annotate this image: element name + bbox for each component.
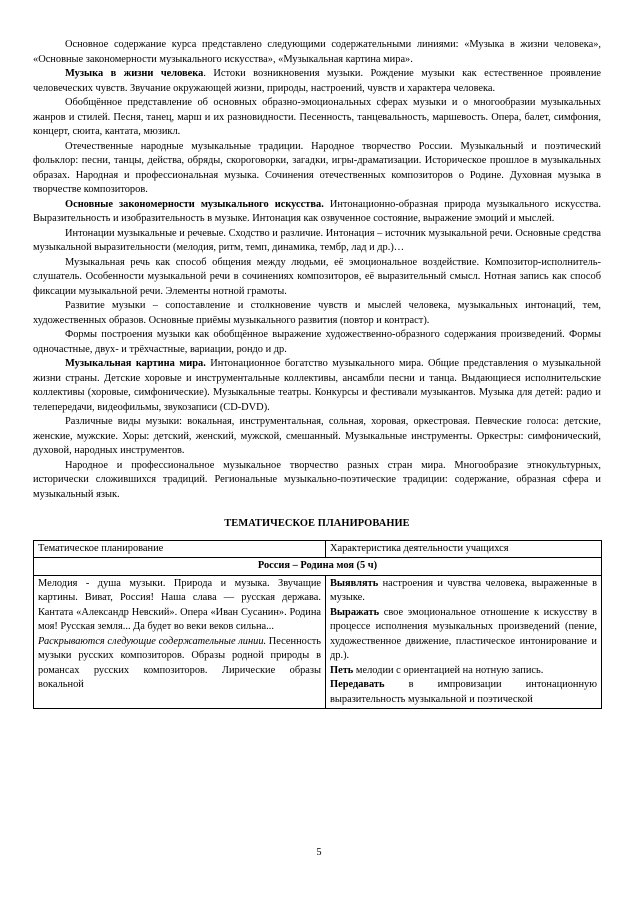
document-page [33,38,601,709]
paragraph-text: Народное и профессиональное музыкальное творчество разных стран мира. Многообразие этнокультурных, исторически сложившихся традиций. Региональные музыкально-поэтические традиции: содержание, образная сфера и музыкальный язык. [33,459,601,500]
paragraph-heading: Основные закономерности музыкального искусства. [65,198,324,210]
table-section-row [34,558,602,576]
section-title: ТЕМАТИЧЕСКОЕ ПЛАНИРОВАНИЕ [224,518,410,529]
activity-verb: Петь [330,664,354,676]
activity-text: в импровизации интонационную выразительность музыкальной и поэтической [330,679,597,705]
paragraph-laws-of-music [33,198,601,227]
table-header-right: Характеристика деятельности учащихся [326,540,602,558]
paragraph-text: Музыкальная речь как способ общения между людьми, её эмоциональное воздействие. Композитор-исполнитель-слушатель. Особенности музыкальной речи в сочинениях композиторов, её выразительный смысл. Нотная запись как способ фиксации музыкальной речи. Элементы нотной грамоты. [33,256,601,297]
paragraph-text: Интонационно-образная природа музыкального искусства. Выразительность и изобразительность в музыке. Интонация как озвученное состояние, выражение эмоций и мыслей. [33,198,602,224]
paragraph-text: Обобщённое представление об основных образно-эмоциональных сферах музыки и о многообразии музыкальных жанров и стилей. Песня, танец, марш и их разновидности. Песенность, танцевальность, маршевость. Опера, балет, симфония, концерт, сюита, кантата, мюзикл. [33,97,601,137]
paragraph-world-picture [33,357,601,415]
topics-italic: Раскрываются следующие содержательные линии. [38,635,267,647]
activity-text: мелодии с ориентацией на нотную запись. [353,664,544,676]
paragraph-music-in-life [33,67,601,96]
activity-verb: Выражать [330,606,380,618]
paragraph-text: Развитие музыки – сопоставление и столкновение чувств и мыслей человека, музыкальных интонаций, тем, художественных образов. Основные приёмы музыкального развития (повтор и контраст). [33,300,601,326]
topics-lines [38,635,321,693]
table-header-row [34,540,602,558]
paragraph-kinds-of-music [33,415,601,459]
paragraph-forms [33,328,601,357]
planning-table [33,540,602,710]
paragraph-heading: Музыкальная картина мира. [65,358,206,369]
paragraph-folk-traditions [33,140,601,198]
activity-text: свое эмоциональное отношение к искусству в процессе исполнения музыкальных произведений (пение, художественное движение, пластическое интонирование и др.). [330,606,597,661]
paragraph-text: Интонации музыкальные и речевые. Сходство и различие. Интонация – источник музыкальной речи. Основные средства музыкальной выразительности (мелодия, ритм, темп, динамика, тембр, лад и др.)… [33,227,601,253]
paragraph-text: Интонационное богатство музыкального мира. Общие представления о музыкальной жизни страны. Детские хоровые и инструментальные коллективы, ансамбли песни и танца. Выдающиеся исполнительские коллективы (хоровые, симфонические). Музыкальные театры. Конкурсы и фестивали музыкантов. Музыка для детей: радио и телепередачи, видеофильмы, звукозаписи (CD-DVD). [33,358,601,413]
topics-text-continued: Песенность музыки русских композиторов. Образы родной природы в романсах русских композиторов. Лирические образы вокальной [38,635,321,690]
paragraph-text: Отечественные народные музыкальные традиции. Народное творчество России. Музыкальный и поэтический фольклор: песни, танцы, действа, обряды, скороговорки, загадки, игры-драматизации. Историческое прошлое в музыкальных образах. Народная и профессиональная музыка. Сочинения отечественных композиторов о Родине. Духовная музыка в творчестве композиторов. [33,140,601,195]
page-number: 5 [316,847,322,858]
paragraph-text: Различные виды музыки: вокальная, инструментальная, сольная, хоровая, оркестровая. Певческие голоса: детские, женские, мужские. Хоры: детский, женский, мужской, смешанный. Музыкальные инструменты. Оркестры: симфонический, духовой, народных инструментов. [33,416,601,456]
paragraph-text: . Истоки возникновения музыки. Рождение музыки как естественное проявление человеческих чувств. Звучание окружающей жизни, природы, настроений, чувств и характера человека. [33,68,601,94]
paragraph-intro [33,38,601,67]
activity-item [330,606,597,664]
paragraph-musical-speech [33,256,601,300]
activity-verb: Передавать [330,679,385,690]
paragraph-heading: Музыка в жизни человека [65,68,204,79]
activity-item [330,664,597,679]
table-section-title: Россия – Родина моя (5 ч) [34,558,602,576]
paragraph-text: Основное содержание курса представлено следующими содержательными линиями: «Музыка в жизни человека», «Основные закономерности музыкального искусства», «Музыкальная картина мира». [33,39,601,65]
table-cell-activities [326,575,602,709]
topics-text: Мелодия - душа музыки. Природа и музыка. Звучащие картины. Виват, Россия! Наша слава — русская держава. Кантата «Александр Невский». Опера «Иван Сусанин». Родина моя! Русская земля... Да будет во веки веков сильна... [38,577,321,632]
paragraph-development [33,299,601,328]
paragraph-intonations [33,227,601,256]
activity-verb: Выявлять [330,577,379,589]
body-text [33,38,601,502]
activity-item [330,678,597,707]
activity-item [330,577,597,606]
paragraph-world-music [33,459,601,503]
paragraph-text: Формы построения музыки как обобщённое выражение художественно-образного содержания произведений. Формы одночастные, двух- и трёхчастные, вариации, рондо и др. [33,329,601,355]
table-header-left: Тематическое планирование [34,540,326,558]
table-cell-topics [34,575,326,709]
table-row [34,575,602,709]
paragraph-genres [33,96,601,140]
activity-text: настроения и чувства человека, выраженные в музыке. [330,577,597,603]
